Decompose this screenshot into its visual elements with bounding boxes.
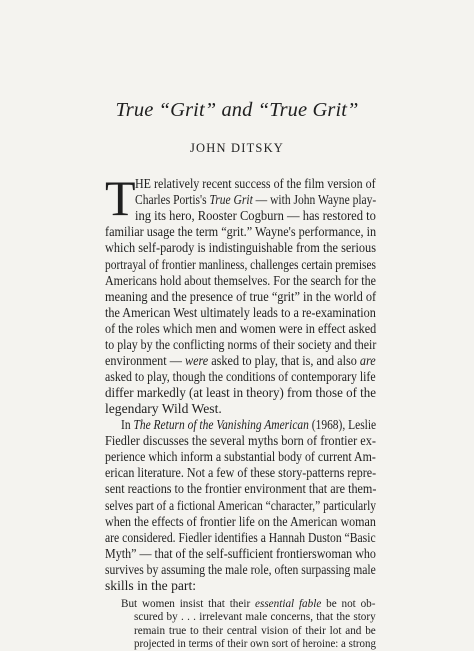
quote-line: [134, 637, 376, 651]
text-line: [105, 305, 376, 321]
text-line: [105, 337, 376, 353]
text-line: [105, 353, 376, 369]
text-run: the American West ultimately leads to a re-examination: [105, 304, 376, 320]
text-run: when the effects of frontier life on the American woman: [105, 513, 376, 529]
text-line: [105, 289, 376, 305]
text-line: [135, 208, 376, 224]
text-line: [105, 385, 376, 401]
text-run: portrayal of frontier manliness, challenges certain premises: [105, 256, 376, 272]
text-run: Charles Portis's: [135, 192, 210, 208]
text-run: Fiedler discusses the several myths born of frontier ex-: [105, 433, 376, 449]
quote-line: [134, 610, 376, 624]
text-run: asked to play, that is, and also: [208, 353, 360, 369]
text-run: sent reactions to the frontier environment that are them-: [105, 481, 377, 497]
article-author: JOHN DITSKY: [189, 141, 285, 155]
text-run: which self-parody is indistinguishable from the serious: [105, 240, 377, 256]
italic-text: were: [184, 353, 209, 369]
text-line: [105, 578, 196, 594]
drop-cap: T: [105, 170, 136, 226]
text-run: (1968), Leslie: [308, 417, 377, 432]
text-run: to play by the conflicting norms of their society and their: [105, 337, 377, 352]
text-run: Americans hold about themselves. For the search for the: [105, 272, 376, 288]
text-run: In: [121, 417, 134, 432]
text-line: [105, 498, 376, 514]
text-line: [121, 417, 376, 433]
text-run: selves part of a fictional American “character,” particularly: [105, 497, 377, 513]
text-run: skills in the part:: [105, 578, 196, 593]
text-run: legendary Wild West.: [105, 401, 222, 417]
text-run: ing its hero, Rooster Cogburn — has restored to: [135, 208, 376, 224]
text-line: [105, 224, 376, 240]
text-line: [135, 176, 376, 192]
text-run: — with John Wayne play-: [252, 192, 377, 208]
italic-text: are: [359, 353, 376, 369]
text-run: familiar usage the term “grit.” Wayne's performance, in: [105, 224, 377, 240]
italic-text: The Return of the Vanishing American: [133, 417, 309, 432]
text-run: HE relatively recent success of the film version of: [135, 176, 376, 191]
text-line: [105, 273, 376, 289]
text-run: projected in terms of their own sort of heroine: a strong: [134, 637, 376, 650]
text-line: [135, 192, 376, 208]
text-line: [105, 465, 376, 481]
text-run: meaning and the presence of true “grit” in the world of: [105, 288, 377, 304]
text-line: [105, 546, 376, 562]
text-line: [105, 321, 376, 337]
quote-line: [121, 597, 376, 611]
text-line: [105, 433, 376, 449]
text-line: [105, 401, 222, 417]
text-line: [105, 530, 376, 546]
text-run: perience which inform a substantial body of current Am-: [105, 449, 376, 465]
text-run: are considered. Fiedler identifies a Hannah Duston “Basic: [105, 529, 376, 545]
text-run: But women insist that their: [121, 598, 255, 610]
italic-text: essential fable: [255, 598, 322, 610]
text-run: Myth” — that of the self-sufficient frontierswoman who: [105, 545, 376, 561]
italic-text: True Grit: [209, 192, 253, 208]
text-line: [105, 481, 376, 497]
text-run: be not ob-: [321, 598, 376, 610]
text-run: asked to play, though the conditions of contemporary life: [105, 369, 376, 385]
text-run: of the roles which men and women were in effect asked: [105, 320, 377, 336]
text-run: remain true to their central vision of their lot and be: [134, 624, 376, 637]
text-run: differ markedly (at least in theory) from those of the: [105, 385, 376, 401]
text-line: [105, 449, 376, 465]
text-line: [105, 562, 376, 578]
text-run: erican literature. Not a few of these story-patterns repre-: [105, 465, 377, 481]
text-run: survives by assuming the male role, often surpassing male: [105, 561, 376, 577]
text-run: environment —: [105, 353, 185, 369]
quote-line: [134, 624, 376, 638]
text-line: [105, 369, 376, 385]
text-line: [105, 514, 376, 530]
text-line: [105, 257, 376, 273]
text-line: [105, 240, 376, 256]
text-run: scured by . . . irrelevant male concerns, that the story: [134, 611, 376, 624]
article-title: True “Grit” and “True Grit”: [115, 99, 359, 121]
